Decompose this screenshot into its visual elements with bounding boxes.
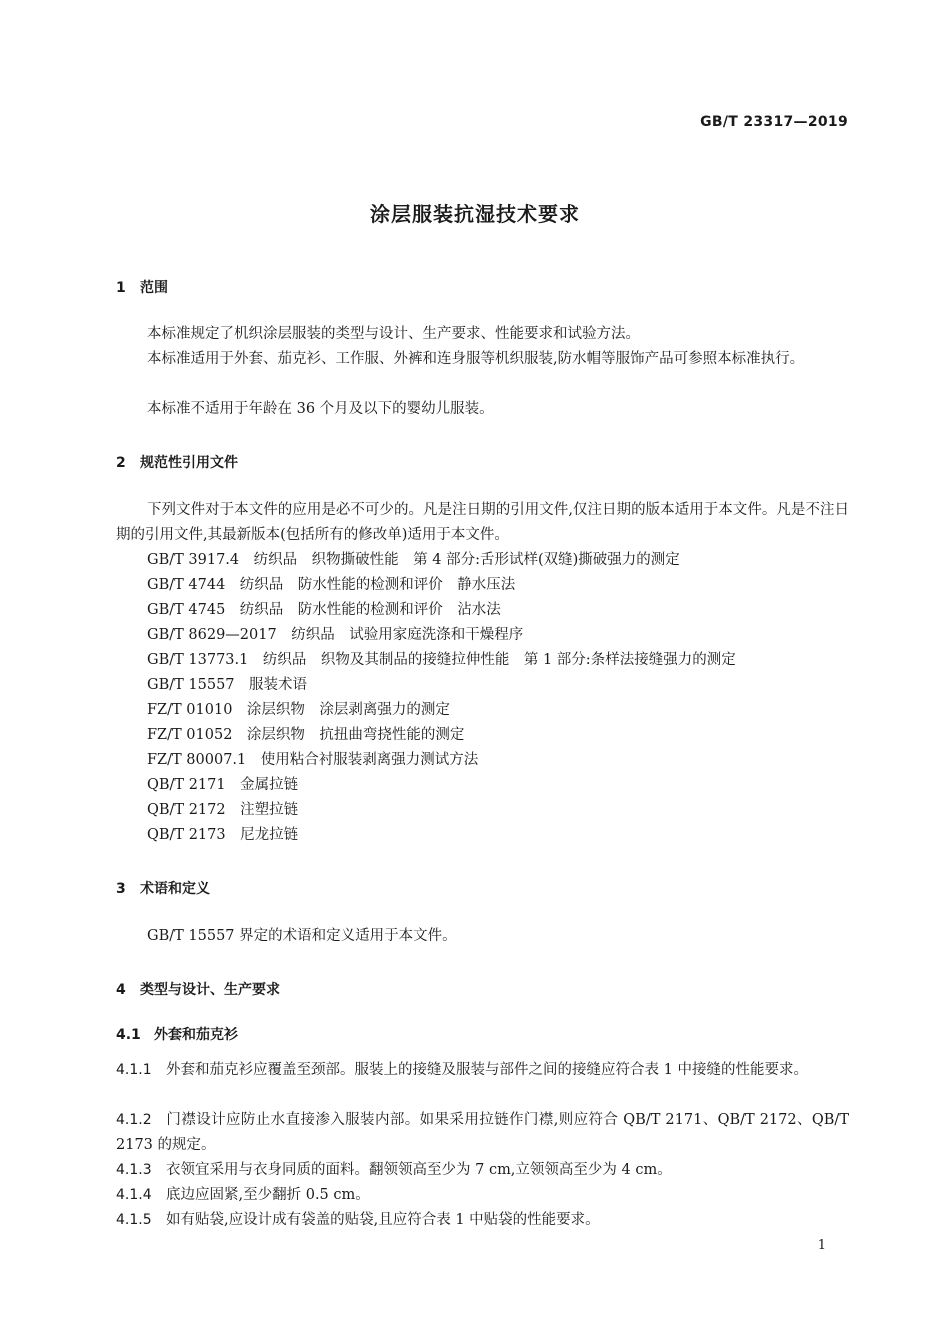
- clause: [116, 1208, 849, 1233]
- section-heading-terms: [116, 878, 210, 898]
- clause-text: 门襟设计应防止水直接渗入服装内部。如果采用拉链作门襟,则应符合 QB/T 2171、QB/T 2172、QB/T 2173 的规定。: [116, 1112, 849, 1153]
- document-title: 涂层服装抗湿技术要求: [370, 202, 580, 226]
- reference-item: QB/T 2172 注塑拉链: [147, 802, 299, 818]
- subsection-number: 4.1: [116, 1027, 141, 1043]
- clause-number: 4.1.1: [116, 1062, 152, 1078]
- clause-text: 衣领宜采用与衣身同质的面料。翻领领高至少为 7 cm,立领领高至少为 4 cm。: [166, 1162, 672, 1178]
- paragraph: 本标准不适用于年龄在 36 个月及以下的婴幼儿服装。: [147, 401, 494, 417]
- subsection-title: 外套和茄克衫: [154, 1027, 238, 1043]
- reference-item: GB/T 4745 纺织品 防水性能的检测和评价 沾水法: [147, 602, 501, 618]
- reference-item: FZ/T 01052 涂层织物 抗扭曲弯挠性能的测定: [147, 727, 465, 743]
- reference-item: GB/T 8629—2017 纺织品 试验用家庭洗涤和干燥程序: [147, 627, 524, 643]
- clause-number: 4.1.4: [116, 1187, 152, 1203]
- reference-item: QB/T 2173 尼龙拉链: [147, 827, 299, 843]
- standard-code: GB/T 23317—2019: [700, 114, 848, 130]
- paragraph: 本标准规定了机织涂层服装的类型与设计、生产要求、性能要求和试验方法。: [147, 326, 640, 342]
- clause-text: 外套和茄克衫应覆盖至颈部。服装上的接缝及服装与部件之间的接缝应符合表 1 中接缝的性能要求。: [166, 1062, 808, 1078]
- section-title: 规范性引用文件: [140, 455, 238, 471]
- reference-item: GB/T 15557 服装术语: [147, 677, 308, 693]
- clause-number: 4.1.5: [116, 1212, 152, 1228]
- paragraph: GB/T 15557 界定的术语和定义适用于本文件。: [147, 928, 457, 944]
- reference-item: FZ/T 01010 涂层织物 涂层剥离强力的测定: [147, 702, 450, 718]
- paragraph: 下列文件对于本文件的应用是必不可少的。凡是注日期的引用文件,仅注日期的版本适用于本文件。凡是不注日期的引用文件,其最新版本(包括所有的修改单)适用于本文件。: [116, 502, 849, 543]
- reference-item: GB/T 3917.4 纺织品 织物撕破性能 第 4 部分:舌形试样(双缝)撕破强力的测定: [147, 552, 680, 568]
- paragraph: 本标准适用于外套、茄克衫、工作服、外裤和连身服等机织服装,防水帽等服饰产品可参照本标准执行。: [147, 351, 805, 367]
- page-number: 1: [817, 1238, 826, 1253]
- section-title: 类型与设计、生产要求: [140, 982, 280, 998]
- section-heading-types-design: [116, 979, 280, 999]
- clause: [116, 1058, 849, 1083]
- reference-item: FZ/T 80007.1 使用粘合衬服装剥离强力测试方法: [147, 752, 479, 768]
- clause-number: 4.1.3: [116, 1162, 152, 1178]
- subsection-heading-outerwear: [116, 1024, 238, 1044]
- section-title: 术语和定义: [140, 881, 210, 897]
- section-title: 范围: [140, 280, 168, 296]
- clause: [116, 1108, 849, 1158]
- section-number: 3: [116, 881, 126, 897]
- section-number: 1: [116, 280, 126, 296]
- clause: [116, 1183, 849, 1208]
- reference-item: GB/T 13773.1 纺织品 织物及其制品的接缝拉伸性能 第 1 部分:条样法接缝强力的测定: [147, 652, 736, 668]
- section-heading-normative-references: [116, 452, 238, 472]
- clause: [116, 1158, 849, 1183]
- clause-text: 如有贴袋,应设计成有袋盖的贴袋,且应符合表 1 中贴袋的性能要求。: [166, 1212, 600, 1228]
- reference-item: GB/T 4744 纺织品 防水性能的检测和评价 静水压法: [147, 577, 516, 593]
- reference-item: QB/T 2171 金属拉链: [147, 777, 299, 793]
- section-number: 2: [116, 455, 126, 471]
- section-heading-scope: [116, 277, 168, 297]
- section-number: 4: [116, 982, 126, 998]
- clause-text: 底边应固紧,至少翻折 0.5 cm。: [166, 1187, 370, 1203]
- clause-number: 4.1.2: [116, 1112, 152, 1128]
